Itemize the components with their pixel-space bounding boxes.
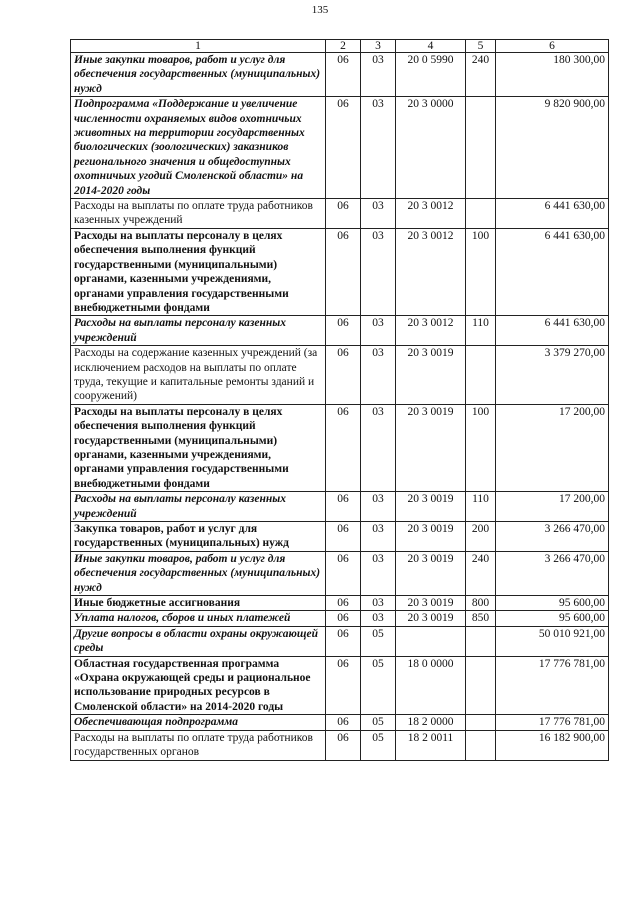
header-col-1: 1 xyxy=(71,40,326,53)
row-subsection: 03 xyxy=(361,346,396,405)
row-name: Иные бюджетные ассигнования xyxy=(71,596,326,611)
header-col-4: 4 xyxy=(396,40,466,53)
row-amount: 17 200,00 xyxy=(496,404,609,491)
row-subsection: 03 xyxy=(361,611,396,626)
row-amount: 16 182 900,00 xyxy=(496,730,609,760)
row-amount: 17 776 781,00 xyxy=(496,715,609,730)
row-target-code: 20 3 0019 xyxy=(396,404,466,491)
row-name: Расходы на выплаты персоналу в целях обеспечения выполнения функций государственными (муниципальными) органами, казенными учреждениями, органами управления государственными внебюджетными фондами xyxy=(71,228,326,315)
row-subsection: 03 xyxy=(361,404,396,491)
row-expense-type xyxy=(466,730,496,760)
row-name: Расходы на выплаты по оплате труда работников казенных учреждений xyxy=(71,199,326,229)
row-name: Иные закупки товаров, работ и услуг для обеспечения государственных (муниципальных) нужд xyxy=(71,53,326,97)
table-row xyxy=(71,730,609,760)
row-name: Подпрограмма «Поддержание и увеличение численности охраняемых видов охотничьих животных на территории государственных биологических (зоологических) заказников регионального значения и общедоступных охотничьих угодий Смоленской области» на 2014-2020 годы xyxy=(71,97,326,199)
row-expense-type xyxy=(466,656,496,715)
row-section: 06 xyxy=(326,228,361,315)
row-amount: 6 441 630,00 xyxy=(496,228,609,315)
row-amount: 17 200,00 xyxy=(496,492,609,522)
row-target-code: 20 0 5990 xyxy=(396,53,466,97)
row-amount: 50 010 921,00 xyxy=(496,626,609,656)
table-row xyxy=(71,656,609,715)
row-subsection: 03 xyxy=(361,228,396,315)
row-expense-type xyxy=(466,626,496,656)
row-section: 06 xyxy=(326,199,361,229)
header-col-6: 6 xyxy=(496,40,609,53)
row-name: Расходы на выплаты персоналу казенных учреждений xyxy=(71,316,326,346)
page-number: 135 xyxy=(311,4,329,16)
row-name: Закупка товаров, работ и услуг для государственных (муниципальных) нужд xyxy=(71,522,326,552)
row-amount: 6 441 630,00 xyxy=(496,316,609,346)
row-expense-type: 100 xyxy=(466,228,496,315)
table-row xyxy=(71,492,609,522)
row-name: Областная государственная программа «Охрана окружающей среды и рациональное использование природных ресурсов в Смоленской области» на 2014-2020 годы xyxy=(71,656,326,715)
row-section: 06 xyxy=(326,596,361,611)
row-expense-type xyxy=(466,346,496,405)
row-expense-type: 110 xyxy=(466,316,496,346)
table-body xyxy=(71,53,609,761)
row-target-code xyxy=(396,626,466,656)
row-section: 06 xyxy=(326,730,361,760)
row-section: 06 xyxy=(326,715,361,730)
table-row xyxy=(71,316,609,346)
table-row xyxy=(71,346,609,405)
row-section: 06 xyxy=(326,522,361,552)
row-section: 06 xyxy=(326,626,361,656)
table-row xyxy=(71,228,609,315)
table-row xyxy=(71,596,609,611)
row-subsection: 05 xyxy=(361,626,396,656)
row-target-code: 20 3 0019 xyxy=(396,492,466,522)
row-target-code: 20 3 0000 xyxy=(396,97,466,199)
table-row xyxy=(71,522,609,552)
row-target-code: 18 2 0000 xyxy=(396,715,466,730)
row-amount: 6 441 630,00 xyxy=(496,199,609,229)
row-name: Другие вопросы в области охраны окружающей среды xyxy=(71,626,326,656)
budget-table xyxy=(70,39,609,761)
row-target-code: 20 3 0012 xyxy=(396,199,466,229)
row-expense-type xyxy=(466,199,496,229)
row-subsection: 05 xyxy=(361,715,396,730)
row-section: 06 xyxy=(326,316,361,346)
row-expense-type: 100 xyxy=(466,404,496,491)
row-amount: 95 600,00 xyxy=(496,596,609,611)
row-section: 06 xyxy=(326,492,361,522)
row-amount: 17 776 781,00 xyxy=(496,656,609,715)
table-row xyxy=(71,611,609,626)
row-target-code: 18 2 0011 xyxy=(396,730,466,760)
row-name: Расходы на выплаты персоналу в целях обеспечения выполнения функций государственными (муниципальными) органами, казенными учреждениями, органами управления государственными внебюджетными фондами xyxy=(71,404,326,491)
row-expense-type: 800 xyxy=(466,596,496,611)
row-subsection: 03 xyxy=(361,316,396,346)
row-subsection: 03 xyxy=(361,551,396,595)
table-row xyxy=(71,199,609,229)
row-target-code: 20 3 0019 xyxy=(396,551,466,595)
row-subsection: 03 xyxy=(361,522,396,552)
row-subsection: 03 xyxy=(361,97,396,199)
row-section: 06 xyxy=(326,53,361,97)
row-amount: 3 266 470,00 xyxy=(496,551,609,595)
row-amount: 180 300,00 xyxy=(496,53,609,97)
row-name: Расходы на содержание казенных учреждений (за исключением расходов на выплаты по оплате труда, текущие и капитальные ремонты зданий и сооружений) xyxy=(71,346,326,405)
row-subsection: 03 xyxy=(361,199,396,229)
row-section: 06 xyxy=(326,656,361,715)
header-col-2: 2 xyxy=(326,40,361,53)
table-row xyxy=(71,715,609,730)
header-row xyxy=(71,40,609,53)
row-amount: 3 379 270,00 xyxy=(496,346,609,405)
row-target-code: 18 0 0000 xyxy=(396,656,466,715)
table-row xyxy=(71,97,609,199)
row-target-code: 20 3 0019 xyxy=(396,346,466,405)
row-name: Иные закупки товаров, работ и услуг для обеспечения государственных (муниципальных) нужд xyxy=(71,551,326,595)
row-section: 06 xyxy=(326,404,361,491)
table-row xyxy=(71,551,609,595)
row-amount: 9 820 900,00 xyxy=(496,97,609,199)
row-target-code: 20 3 0012 xyxy=(396,228,466,315)
row-target-code: 20 3 0019 xyxy=(396,522,466,552)
row-subsection: 03 xyxy=(361,596,396,611)
row-amount: 3 266 470,00 xyxy=(496,522,609,552)
row-target-code: 20 3 0019 xyxy=(396,611,466,626)
row-section: 06 xyxy=(326,611,361,626)
row-name: Расходы на выплаты по оплате труда работников государственных органов xyxy=(71,730,326,760)
row-subsection: 03 xyxy=(361,53,396,97)
header-col-3: 3 xyxy=(361,40,396,53)
table-row xyxy=(71,404,609,491)
row-section: 06 xyxy=(326,346,361,405)
row-section: 06 xyxy=(326,551,361,595)
row-expense-type: 850 xyxy=(466,611,496,626)
row-expense-type xyxy=(466,97,496,199)
row-section: 06 xyxy=(326,97,361,199)
row-name: Обеспечивающая подпрограмма xyxy=(71,715,326,730)
row-amount: 95 600,00 xyxy=(496,611,609,626)
row-expense-type xyxy=(466,715,496,730)
row-subsection: 03 xyxy=(361,492,396,522)
row-target-code: 20 3 0019 xyxy=(396,596,466,611)
table-row xyxy=(71,626,609,656)
row-name: Расходы на выплаты персоналу казенных учреждений xyxy=(71,492,326,522)
row-name: Уплата налогов, сборов и иных платежей xyxy=(71,611,326,626)
table-row xyxy=(71,53,609,97)
row-subsection: 05 xyxy=(361,730,396,760)
row-expense-type: 200 xyxy=(466,522,496,552)
row-subsection: 05 xyxy=(361,656,396,715)
row-expense-type: 240 xyxy=(466,551,496,595)
header-col-5: 5 xyxy=(466,40,496,53)
row-expense-type: 240 xyxy=(466,53,496,97)
row-expense-type: 110 xyxy=(466,492,496,522)
row-target-code: 20 3 0012 xyxy=(396,316,466,346)
